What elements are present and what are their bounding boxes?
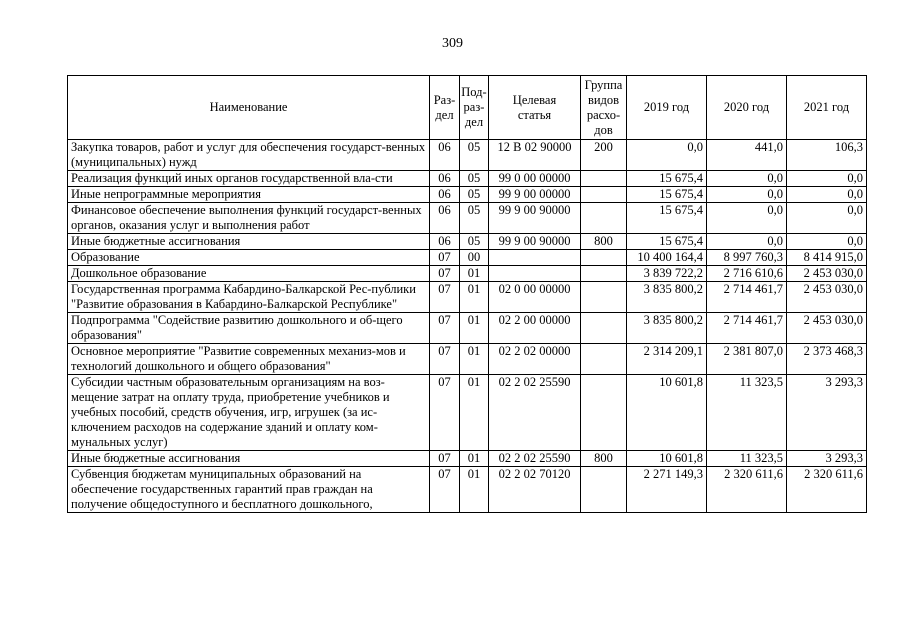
row-expense-group-cell: 800 [581,234,627,250]
row-razdel-cell: 07 [430,250,460,266]
row-podrazdel-cell: 05 [460,171,489,187]
table-row [68,344,867,375]
row-podrazdel-cell: 01 [460,282,489,313]
table-body [68,140,867,513]
row-name-cell: Реализация функций иных органов государственной вла-сти [68,171,430,187]
row-value-2019-cell: 10 400 164,4 [627,250,707,266]
header-expense-group: Группа видов расхо- дов [581,76,627,140]
table-row [68,250,867,266]
row-expense-group-cell: 200 [581,140,627,171]
row-podrazdel-cell: 05 [460,140,489,171]
row-target-article-cell: 99 0 00 00000 [489,171,581,187]
row-target-article-cell: 12 В 02 90000 [489,140,581,171]
row-value-2020-cell: 2 381 807,0 [707,344,787,375]
row-value-2020-cell: 0,0 [707,171,787,187]
row-value-2020-cell: 2 320 611,6 [707,467,787,513]
row-value-2020-cell: 2 714 461,7 [707,282,787,313]
row-expense-group-cell [581,266,627,282]
row-value-2020-cell: 8 997 760,3 [707,250,787,266]
row-name-cell: Субвенция бюджетам муниципальных образований на обеспечение государственных гарантий прав граждан на получение общедоступного и бесплатного дошкольного, [68,467,430,513]
row-value-2021-cell: 2 373 468,3 [787,344,867,375]
row-name-cell: Государственная программа Кабардино-Балкарской Рес-публики "Развитие образования в Кабардино-Балкарской Республике" [68,282,430,313]
row-value-2021-cell: 2 453 030,0 [787,313,867,344]
row-target-article-cell: 02 2 02 25590 [489,451,581,467]
row-target-article-cell: 02 2 00 00000 [489,313,581,344]
row-razdel-cell: 06 [430,187,460,203]
header-podrazdel: Под- раз- дел [460,76,489,140]
row-target-article-cell: 99 9 00 90000 [489,203,581,234]
row-name-cell: Иные бюджетные ассигнования [68,234,430,250]
row-expense-group-cell [581,187,627,203]
row-razdel-cell: 06 [430,234,460,250]
row-name-cell: Иные бюджетные ассигнования [68,451,430,467]
row-podrazdel-cell: 01 [460,313,489,344]
row-value-2019-cell: 10 601,8 [627,375,707,451]
row-expense-group-cell [581,313,627,344]
row-value-2019-cell: 3 835 800,2 [627,282,707,313]
row-value-2019-cell: 2 314 209,1 [627,344,707,375]
row-target-article-cell: 02 0 00 00000 [489,282,581,313]
table-row [68,467,867,513]
row-value-2021-cell: 3 293,3 [787,375,867,451]
row-razdel-cell: 07 [430,266,460,282]
row-value-2020-cell: 2 716 610,6 [707,266,787,282]
row-value-2019-cell: 3 835 800,2 [627,313,707,344]
row-razdel-cell: 06 [430,203,460,234]
row-expense-group-cell [581,344,627,375]
row-podrazdel-cell: 05 [460,187,489,203]
row-value-2020-cell: 0,0 [707,187,787,203]
row-value-2021-cell: 2 320 611,6 [787,467,867,513]
row-name-cell: Субсидии частным образовательным организациям на воз-мещение затрат на оплату труда, приобретение учебников и учебных пособий, средств обучения, игр, игрушек (за ис-ключением расходов на содержание зданий и оплату ком-мунальных услуг) [68,375,430,451]
row-razdel-cell: 07 [430,344,460,375]
row-value-2021-cell: 106,3 [787,140,867,171]
row-value-2020-cell: 441,0 [707,140,787,171]
row-expense-group-cell [581,203,627,234]
table-row [68,140,867,171]
row-target-article-cell [489,250,581,266]
row-razdel-cell: 07 [430,282,460,313]
row-value-2019-cell: 0,0 [627,140,707,171]
row-target-article-cell: 02 2 02 00000 [489,344,581,375]
row-expense-group-cell [581,467,627,513]
row-value-2019-cell: 3 839 722,2 [627,266,707,282]
row-value-2019-cell: 15 675,4 [627,203,707,234]
row-razdel-cell: 06 [430,140,460,171]
row-name-cell: Дошкольное образование [68,266,430,282]
row-podrazdel-cell: 05 [460,203,489,234]
row-value-2020-cell: 11 323,5 [707,451,787,467]
row-name-cell: Основное мероприятие "Развитие современных механиз-мов и технологий дошкольного и общего образования" [68,344,430,375]
table-row [68,171,867,187]
row-target-article-cell: 99 9 00 90000 [489,234,581,250]
row-value-2020-cell: 11 323,5 [707,375,787,451]
row-target-article-cell: 02 2 02 25590 [489,375,581,451]
row-name-cell: Закупка товаров, работ и услуг для обеспечения государст-венных (муниципальных) нужд [68,140,430,171]
row-name-cell: Финансовое обеспечение выполнения функций государст-венных органов, оказания услуг и выполнения работ [68,203,430,234]
row-podrazdel-cell: 01 [460,266,489,282]
row-name-cell: Образование [68,250,430,266]
row-name-cell: Иные непрограммные мероприятия [68,187,430,203]
row-value-2019-cell: 2 271 149,3 [627,467,707,513]
table-row [68,375,867,451]
row-podrazdel-cell: 00 [460,250,489,266]
budget-table [67,75,867,513]
row-razdel-cell: 07 [430,375,460,451]
table-row [68,234,867,250]
row-target-article-cell [489,266,581,282]
row-name-cell: Подпрограмма "Содействие развитию дошкольного и об-щего образования" [68,313,430,344]
row-razdel-cell: 07 [430,467,460,513]
row-value-2020-cell: 0,0 [707,234,787,250]
row-value-2019-cell: 15 675,4 [627,187,707,203]
row-razdel-cell: 06 [430,171,460,187]
row-podrazdel-cell: 01 [460,451,489,467]
row-value-2019-cell: 10 601,8 [627,451,707,467]
row-value-2021-cell: 0,0 [787,171,867,187]
header-year-2019: 2019 год [627,76,707,140]
row-value-2021-cell: 2 453 030,0 [787,266,867,282]
row-razdel-cell: 07 [430,451,460,467]
table-row [68,313,867,344]
row-razdel-cell: 07 [430,313,460,344]
row-podrazdel-cell: 01 [460,375,489,451]
row-value-2019-cell: 15 675,4 [627,234,707,250]
row-podrazdel-cell: 01 [460,344,489,375]
table-header-row [68,76,867,140]
row-expense-group-cell [581,171,627,187]
row-value-2021-cell: 0,0 [787,203,867,234]
row-target-article-cell: 99 9 00 00000 [489,187,581,203]
row-value-2021-cell: 2 453 030,0 [787,282,867,313]
row-podrazdel-cell: 05 [460,234,489,250]
table-row [68,282,867,313]
header-target-article: Целевая статья [489,76,581,140]
row-value-2019-cell: 15 675,4 [627,171,707,187]
header-year-2021: 2021 год [787,76,867,140]
header-name: Наименование [68,76,430,140]
row-value-2020-cell: 0,0 [707,203,787,234]
header-razdel: Раз- дел [430,76,460,140]
row-value-2020-cell: 2 714 461,7 [707,313,787,344]
row-value-2021-cell: 8 414 915,0 [787,250,867,266]
header-year-2020: 2020 год [707,76,787,140]
table-row [68,451,867,467]
row-expense-group-cell: 800 [581,451,627,467]
table-row [68,203,867,234]
table-row [68,187,867,203]
row-value-2021-cell: 0,0 [787,187,867,203]
row-expense-group-cell [581,250,627,266]
row-value-2021-cell: 3 293,3 [787,451,867,467]
row-expense-group-cell [581,282,627,313]
row-expense-group-cell [581,375,627,451]
table-row [68,266,867,282]
row-value-2021-cell: 0,0 [787,234,867,250]
page-number: 309 [442,36,463,51]
row-target-article-cell: 02 2 02 70120 [489,467,581,513]
row-podrazdel-cell: 01 [460,467,489,513]
